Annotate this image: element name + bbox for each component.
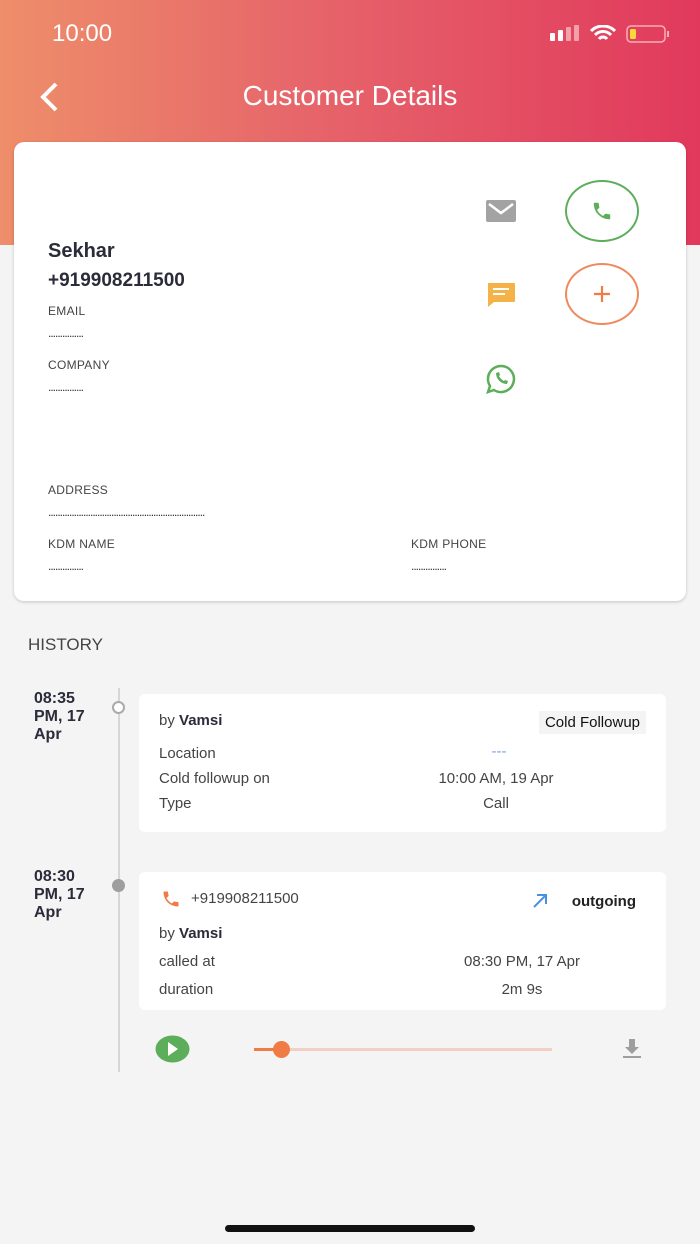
kdm-name-value: ............... bbox=[48, 559, 84, 573]
add-button[interactable] bbox=[565, 263, 639, 325]
duration-value: 2m 9s bbox=[501, 981, 543, 998]
called-at-label: called at bbox=[159, 953, 215, 970]
play-button[interactable] bbox=[155, 1035, 190, 1063]
download-icon[interactable] bbox=[622, 1039, 642, 1059]
duration-label: duration bbox=[159, 981, 214, 998]
history-date: 08:35 PM, 17 Apr bbox=[34, 690, 85, 743]
call-button[interactable] bbox=[565, 180, 639, 242]
kdm-name-label: KDM NAME bbox=[48, 537, 116, 551]
kdm-phone-label: KDM PHONE bbox=[411, 537, 487, 551]
audio-progress-track[interactable] bbox=[254, 1048, 552, 1051]
customer-card bbox=[14, 142, 686, 601]
outgoing-arrow-icon bbox=[531, 892, 549, 910]
call-phone: +919908211500 bbox=[191, 890, 299, 907]
call-card[interactable] bbox=[139, 872, 666, 1010]
followup-on-label: Cold followup on bbox=[159, 770, 270, 787]
by-prefix: by bbox=[159, 712, 175, 729]
followup-on-value: 10:00 AM, 19 Apr bbox=[438, 770, 554, 787]
page-title: Customer Details bbox=[242, 80, 458, 111]
kdm-phone-value: ............... bbox=[411, 559, 447, 573]
type-label: Type bbox=[159, 795, 192, 812]
phone-icon bbox=[161, 889, 181, 909]
by-user: Vamsi bbox=[179, 712, 223, 729]
customer-phone: +919908211500 bbox=[48, 270, 185, 291]
email-label: EMAIL bbox=[48, 304, 86, 318]
location-value: --- bbox=[491, 743, 507, 760]
timeline-node bbox=[112, 879, 125, 892]
location-label: Location bbox=[159, 745, 216, 762]
history-title: HISTORY bbox=[28, 635, 103, 654]
status-time: 10:00 bbox=[52, 20, 113, 47]
followup-card[interactable] bbox=[139, 694, 666, 832]
audio-progress-thumb[interactable] bbox=[273, 1041, 290, 1058]
by-user: Vamsi bbox=[179, 925, 223, 942]
called-at-value: 08:30 PM, 17 Apr bbox=[464, 953, 580, 970]
company-value: ............... bbox=[48, 380, 84, 394]
email-value: ............... bbox=[48, 326, 84, 340]
address-label: ADDRESS bbox=[48, 483, 109, 497]
home-indicator bbox=[225, 1225, 475, 1232]
customer-name: Sekhar bbox=[48, 240, 115, 262]
timeline-node bbox=[112, 701, 125, 714]
address-value: ................................................................... bbox=[48, 505, 205, 519]
followup-tag: Cold Followup bbox=[539, 711, 646, 734]
email-icon[interactable] bbox=[486, 200, 516, 222]
company-label: COMPANY bbox=[48, 358, 110, 372]
battery-icon bbox=[626, 24, 670, 44]
history-date: 08:30 PM, 17 Apr bbox=[34, 868, 85, 921]
status-icons bbox=[550, 24, 670, 44]
call-direction: outgoing bbox=[571, 893, 636, 910]
wifi-icon bbox=[590, 25, 616, 43]
phone-icon bbox=[591, 200, 613, 222]
whatsapp-icon[interactable] bbox=[486, 364, 516, 394]
message-icon[interactable] bbox=[486, 282, 516, 308]
by-prefix: by bbox=[159, 925, 175, 942]
plus-icon bbox=[592, 284, 612, 304]
type-value: Call bbox=[483, 795, 509, 812]
signal-icon bbox=[550, 25, 580, 43]
